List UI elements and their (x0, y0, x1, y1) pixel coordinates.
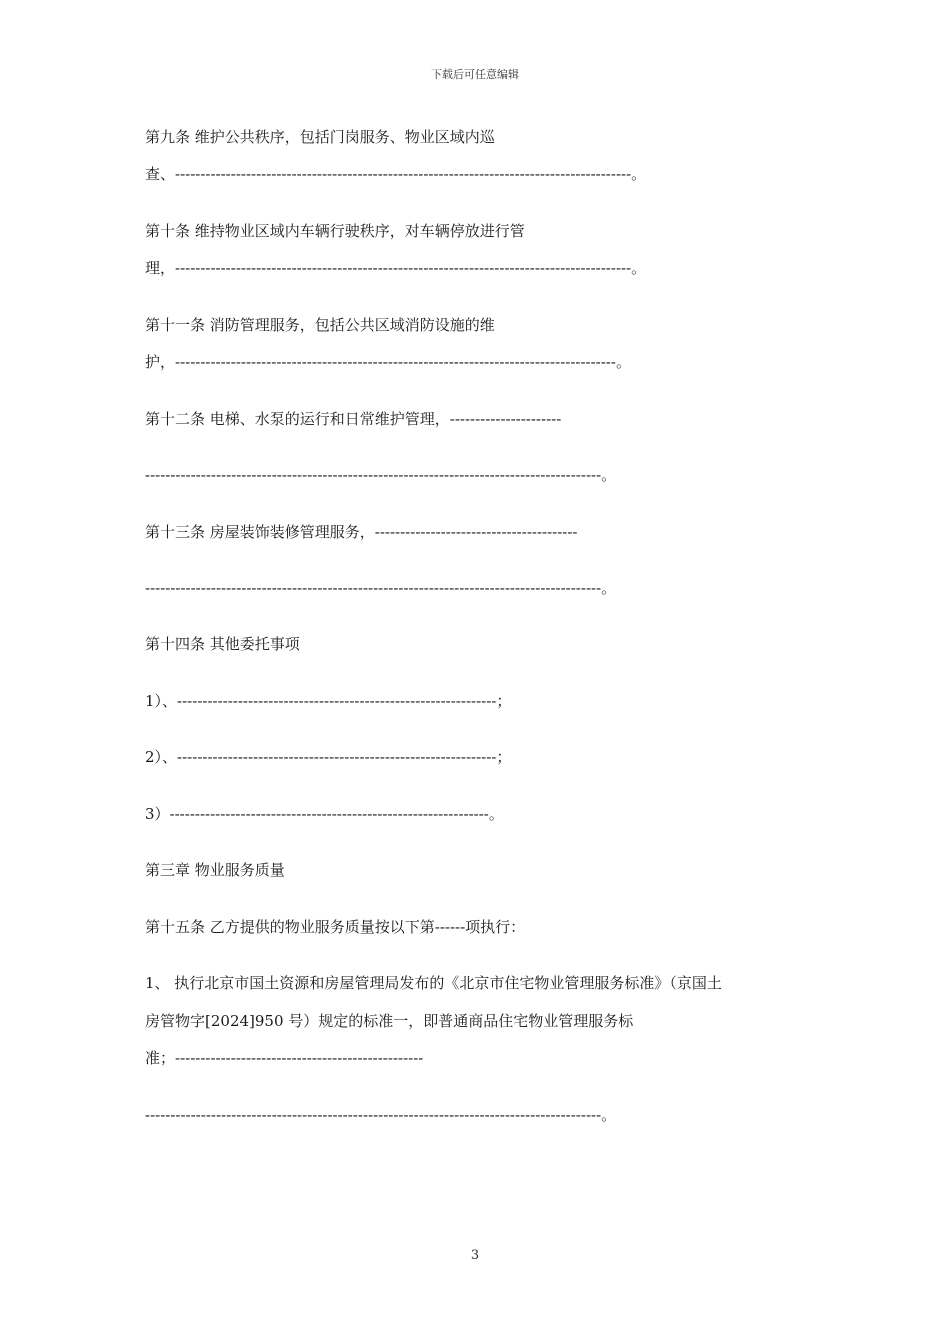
article-15-option-1-line-1: 1、 执行北京市国土资源和房屋管理局发布的《北京市住宅物业管理服务标准》（京国土 (145, 974, 722, 992)
article-13-line-2: ------------------------------------------------------------------------------------------。 (145, 579, 617, 597)
page-number: 3 (470, 1248, 480, 1263)
article-15-option-1-line-2: 房管物字[2024]950 号）规定的标准一，即普通商品住宅物业管理服务标 (145, 1012, 634, 1030)
article-12-line-1: 第十二条 电梯、水泵的运行和日常维护管理，---------------------- (145, 410, 562, 428)
article-10-line-2: 理，------------------------------------------------------------------------------------------。 (145, 259, 647, 277)
article-9-line-1: 第九条 维护公共秩序，包括门岗服务、物业区域内巡 (145, 128, 495, 146)
article-12-line-2: ------------------------------------------------------------------------------------------。 (145, 466, 617, 484)
article-9-line-2: 查、------------------------------------------------------------------------------------------。 (145, 165, 647, 183)
article-11-line-1: 第十一条 消防管理服务，包括公共区域消防设施的维 (145, 316, 495, 334)
page-header-note: 下载后可任意编辑 (431, 68, 519, 81)
article-10-line-1: 第十条 维持物业区域内车辆行驶秩序，对车辆停放进行管 (145, 222, 525, 240)
chapter-3-heading: 第三章 物业服务质量 (145, 861, 285, 879)
article-14-item-1: 1）、---------------------------------------------------------------； (145, 692, 512, 710)
article-11-line-2: 护，---------------------------------------------------------------------------------------。 (145, 353, 631, 371)
article-14-item-3: 3）---------------------------------------------------------------。 (145, 805, 504, 823)
article-15-option-1-line-3: 准；------------------------------------------------- (145, 1049, 424, 1067)
article-15-line: 第十五条 乙方提供的物业服务质量按以下第------项执行： (145, 918, 526, 936)
article-14-item-2: 2）、---------------------------------------------------------------； (145, 748, 512, 766)
article-14-title: 第十四条 其他委托事项 (145, 635, 300, 653)
article-13-line-1: 第十三条 房屋装饰装修管理服务，---------------------------------------- (145, 523, 578, 541)
article-15-option-1-line-4: ------------------------------------------------------------------------------------------。 (145, 1106, 617, 1124)
